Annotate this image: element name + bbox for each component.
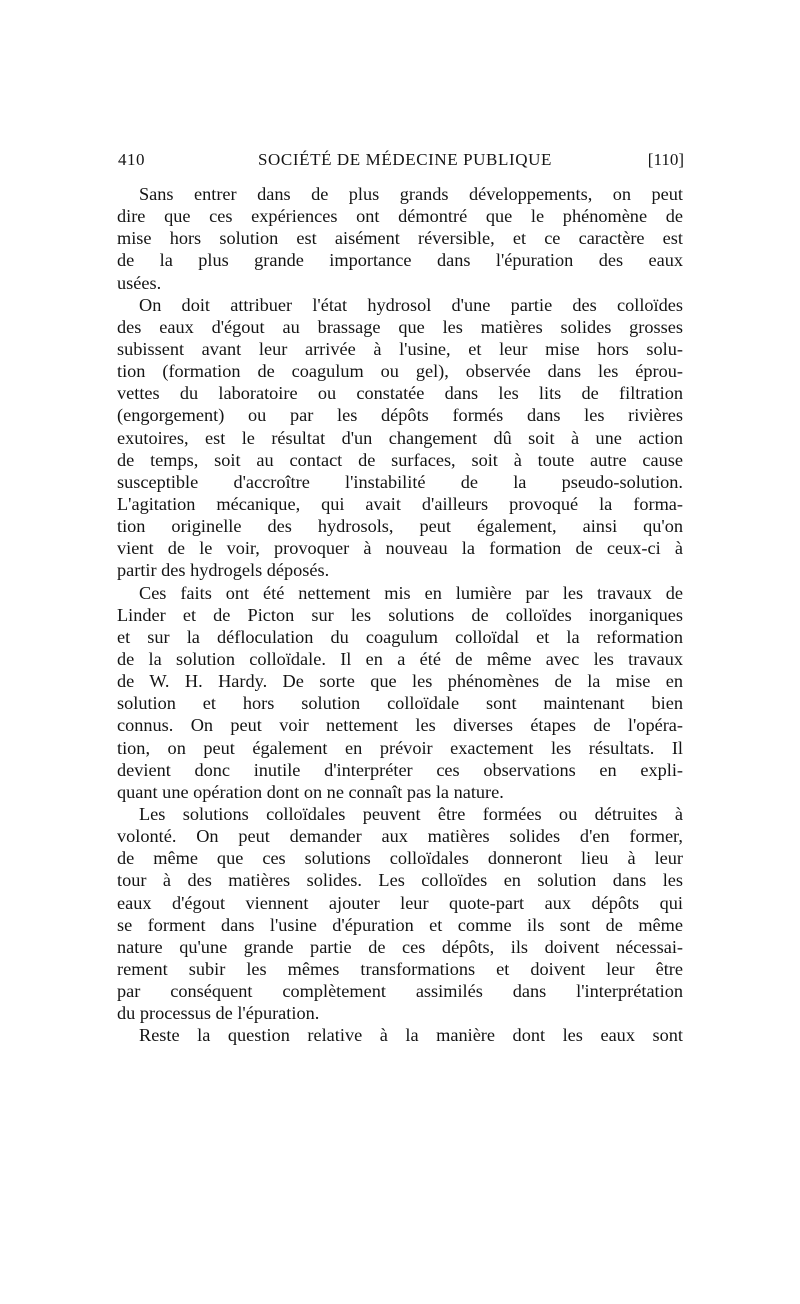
paragraph — [117, 582, 683, 803]
text-line: de temps, soit au contact de surfaces, soit à toute autre cause — [117, 449, 683, 470]
text-line: eaux d'égout viennent ajouter leur quote-part aux dépôts qui — [117, 892, 683, 913]
text-line: solution et hors solution colloïdale sont maintenant bien — [117, 693, 683, 714]
text-line: et sur la défloculation du coagulum colloïdal et la reformation — [117, 626, 683, 647]
text-line: par conséquent complètement assimilés dans l'interprétation — [117, 981, 683, 1002]
text-line: tour à des matières solides. Les colloïdes en solution dans les — [117, 870, 683, 891]
paragraph — [117, 294, 683, 582]
text-line: de la plus grande importance dans l'épuration des eaux — [117, 250, 683, 271]
text-line: L'agitation mécanique, qui avait d'ailleurs provoqué la forma- — [117, 493, 683, 514]
text-line: se forment dans l'usine d'épuration et comme ils sont de même — [117, 914, 683, 935]
text-line: vettes du laboratoire ou constatée dans les lits de filtration — [117, 383, 683, 404]
text-line: tion, on peut également en prévoir exactement les résultats. Il — [117, 737, 683, 758]
page-number: 410 — [118, 150, 145, 169]
text-line: des eaux d'égout au brassage que les matières solides grosses — [117, 316, 683, 337]
text-line: de même que ces solutions colloïdales donneront lieu à leur — [117, 848, 683, 869]
text-line: connus. On peut voir nettement les diverses étapes de l'opéra- — [117, 715, 683, 736]
text-line: usées. — [117, 272, 162, 293]
text-line: volonté. On peut demander aux matières solides d'en former, — [117, 826, 683, 847]
text-line: exutoires, est le résultat d'un changement dû soit à une action — [117, 427, 683, 448]
text-line: vient de le voir, provoquer à nouveau la formation de ceux-ci à — [117, 538, 683, 559]
text-line: devient donc inutile d'interpréter ces observations en expli- — [117, 759, 683, 780]
paragraph — [117, 1024, 683, 1046]
text-line: nature qu'une grande partie de ces dépôts, ils doivent nécessai- — [117, 936, 683, 957]
text-line: susceptible d'accroître l'instabilité de la pseudo-solution. — [117, 471, 683, 492]
paragraph — [117, 803, 683, 1024]
folio-number: [110] — [647, 150, 684, 169]
text-line: rement subir les mêmes transformations et doivent leur être — [117, 958, 683, 979]
text-line: Ces faits ont été nettement mis en lumière par les travaux de — [139, 582, 683, 603]
text-line: Sans entrer dans de plus grands développements, on peut — [139, 184, 683, 204]
text-line: de W. H. Hardy. De sorte que les phénomènes de la mise en — [117, 671, 683, 692]
text-line: quant une opération dont on ne connaît pas la nature. — [117, 781, 504, 802]
text-line: tion (formation de coagulum ou gel), observée dans les éprou- — [117, 361, 683, 382]
text-line: Linder et de Picton sur les solutions de colloïdes inorganiques — [117, 604, 683, 625]
text-line: mise hors solution est aisément réversible, et ce caractère est — [117, 228, 683, 249]
text-line: de la solution colloïdale. Il en a été de même avec les travaux — [117, 648, 683, 669]
text-line: du processus de l'épuration. — [117, 1003, 320, 1024]
text-line: On doit attribuer l'état hydrosol d'une partie des colloïdes — [139, 294, 683, 315]
journal-title: SOCIÉTÉ DE MÉDECINE PUBLIQUE — [258, 150, 552, 169]
paragraph — [117, 183, 683, 294]
text-line: Les solutions colloïdales peuvent être formées ou détruites à — [139, 803, 683, 824]
text-line: (engorgement) ou par les dépôts formés dans les rivières — [117, 405, 683, 426]
body-text — [117, 183, 683, 1046]
text-line: partir des hydrogels déposés. — [117, 560, 330, 581]
text-line: tion originelle des hydrosols, peut également, ainsi qu'on — [117, 516, 683, 537]
text-line: Reste la question relative à la manière dont les eaux sont — [139, 1025, 683, 1046]
running-header — [118, 150, 684, 174]
text-line: dire que ces expériences ont démontré que le phénomène de — [117, 206, 683, 227]
text-line: subissent avant leur arrivée à l'usine, et leur mise hors solu- — [117, 338, 683, 359]
